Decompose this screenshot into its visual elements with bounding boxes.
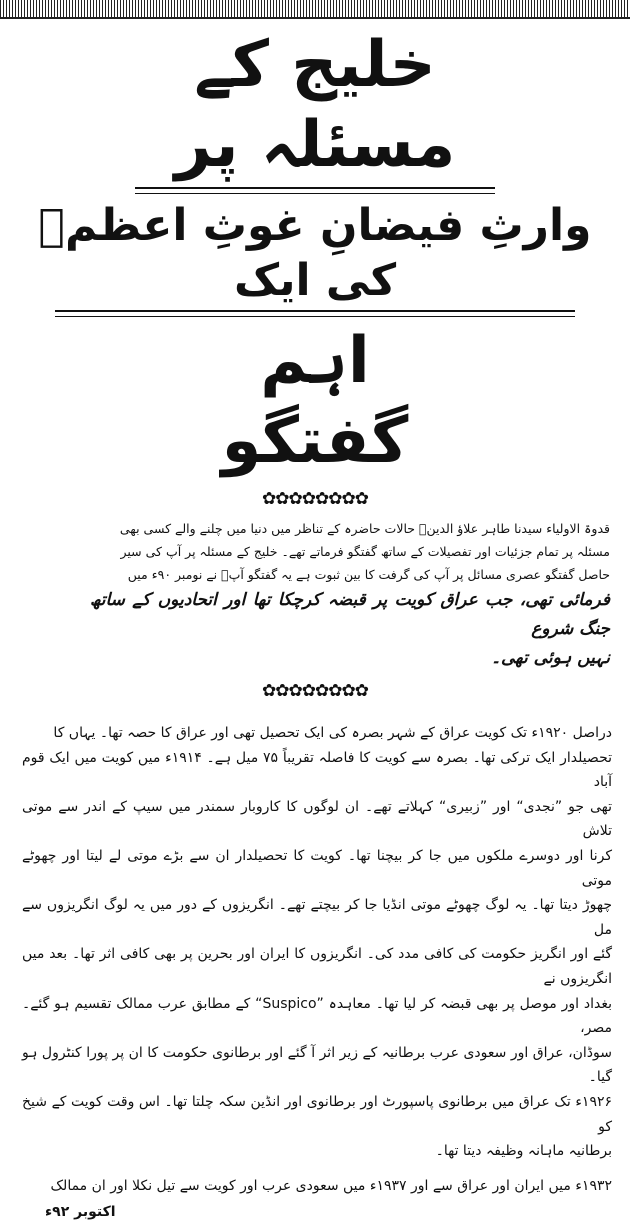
ornament-divider: ✿✿✿✿✿✿✿✿ [262,489,368,509]
ornament-divider: ✿✿✿✿✿✿✿✿ [262,681,368,701]
body-line: برطانیہ ماہانہ وظیفہ دیتا تھا۔ [435,1143,612,1160]
intro-line: قدوۃ الاولیاء سیدنا طاہر علاؤ الدینؒ حالات حاضرہ کے تناظر میں دنیا میں چلنے والے کسی بھی [119,521,610,536]
issue-date: اکتوبر ۹۲ء [45,1204,116,1221]
article-body [22,721,612,1198]
headline [0,25,630,481]
body-line: ۱۹۲۶ء تک عراق میں برطانوی پاسپورٹ اور برطانوی اور انڈین سکہ چلتا تھا۔ اس وقت کویت کے شیخ کو [22,1093,612,1135]
body-line: سوڈان، عراق اور سعودی عرب برطانیہ کے زیر اثر آ گئے اور برطانوی حکومت کا ان پر پورا کنٹرول ہو گیا۔ [22,1044,612,1086]
intro-line: فرمائی تھی، جب عراق کویت پر قبضہ کرچکا تھا اور اتحادیوں کے ساتھ جنگ شروع [90,590,610,639]
body-line: چھوڑ دیتا تھا۔ یہ لوگ چھوٹے موتی انڈیا جا کر بیچتے تھے۔ انگریزوں کے دور میں یہ لوگ انگریزوں سے مل [22,897,612,938]
body-line: تھی جو ”نجدی“ اور ”زبیری“ کہلاتے تھے۔ ان لوگوں کا کاروبار سمندر میں سیپ کے اندر سے موتی تلاش [22,798,612,840]
intro-line: حاصل گفتگو عصری مسائل پر آپ کی گرفت کا بین ثبوت ہے یہ گفتگو آپؒ نے نومبر ۹۰ء میں [127,567,610,582]
body-line: ۱۹۳۲ء میں ایران اور عراق سے اور ۱۹۳۷ء میں سعودی عرب اور کویت سے تیل نکلا اور ان ممالک [50,1177,612,1194]
body-line: گئے اور انگریز حکومت کی کافی مدد کی۔ انگریزوں کا ایران اور بحرین پر بھی کافی اثر تھا۔ بعد میں انگریزوں نے [22,946,612,987]
body-line: دراصل ۱۹۲۰ء تک کویت عراق کے شہر بصرہ کی ایک تحصیل تھی اور عراق کا حصہ تھا۔ یہاں کا [53,725,612,741]
title-underline-2 [55,310,575,317]
paragraph-1 [22,721,612,1164]
intro-line: نہیں ہوئی تھی۔ [491,648,610,668]
intro-line: مسئلہ پر تمام جزئیات اور تفصیلات کے ساتھ گفتگو فرماتے تھے۔ خلیج کے مسئلہ پر آپ کی سیر [120,544,610,559]
body-line: کرنا اور دوسرے ملکوں میں جا کر بیچنا تھا۔ کویت کا تحصیلدار ان سے بڑے موتی لے لیتا اور چھوٹے موتی [22,847,612,889]
title-underline-1 [135,187,495,194]
title-line-1: خلیج کے مسئلہ پر [174,28,456,182]
title-line-2: وارثِ فیضانِ غوثِ اعظمؓ کی ایک [38,200,592,306]
intro-paragraph [90,517,610,673]
top-border-line [0,17,630,19]
body-line: تحصیلدار ایک ترکی تھا۔ بصرہ سے کویت کا فاصلہ تقریباً ۷۵ میل ہے۔ ۱۹۱۴ء میں کویت میں ایک قوم آباد [22,749,613,791]
top-border-band [0,0,630,17]
paragraph-2 [22,1174,612,1199]
title-line-3: اہم گفتگو [221,324,409,478]
body-line: بغداد اور موصل پر بھی قبضہ کر لیا تھا۔ معاہدہ ”Suspico“ کے مطابق عرب ممالک تقسیم ہو گئے۔ مصر، [22,995,613,1037]
